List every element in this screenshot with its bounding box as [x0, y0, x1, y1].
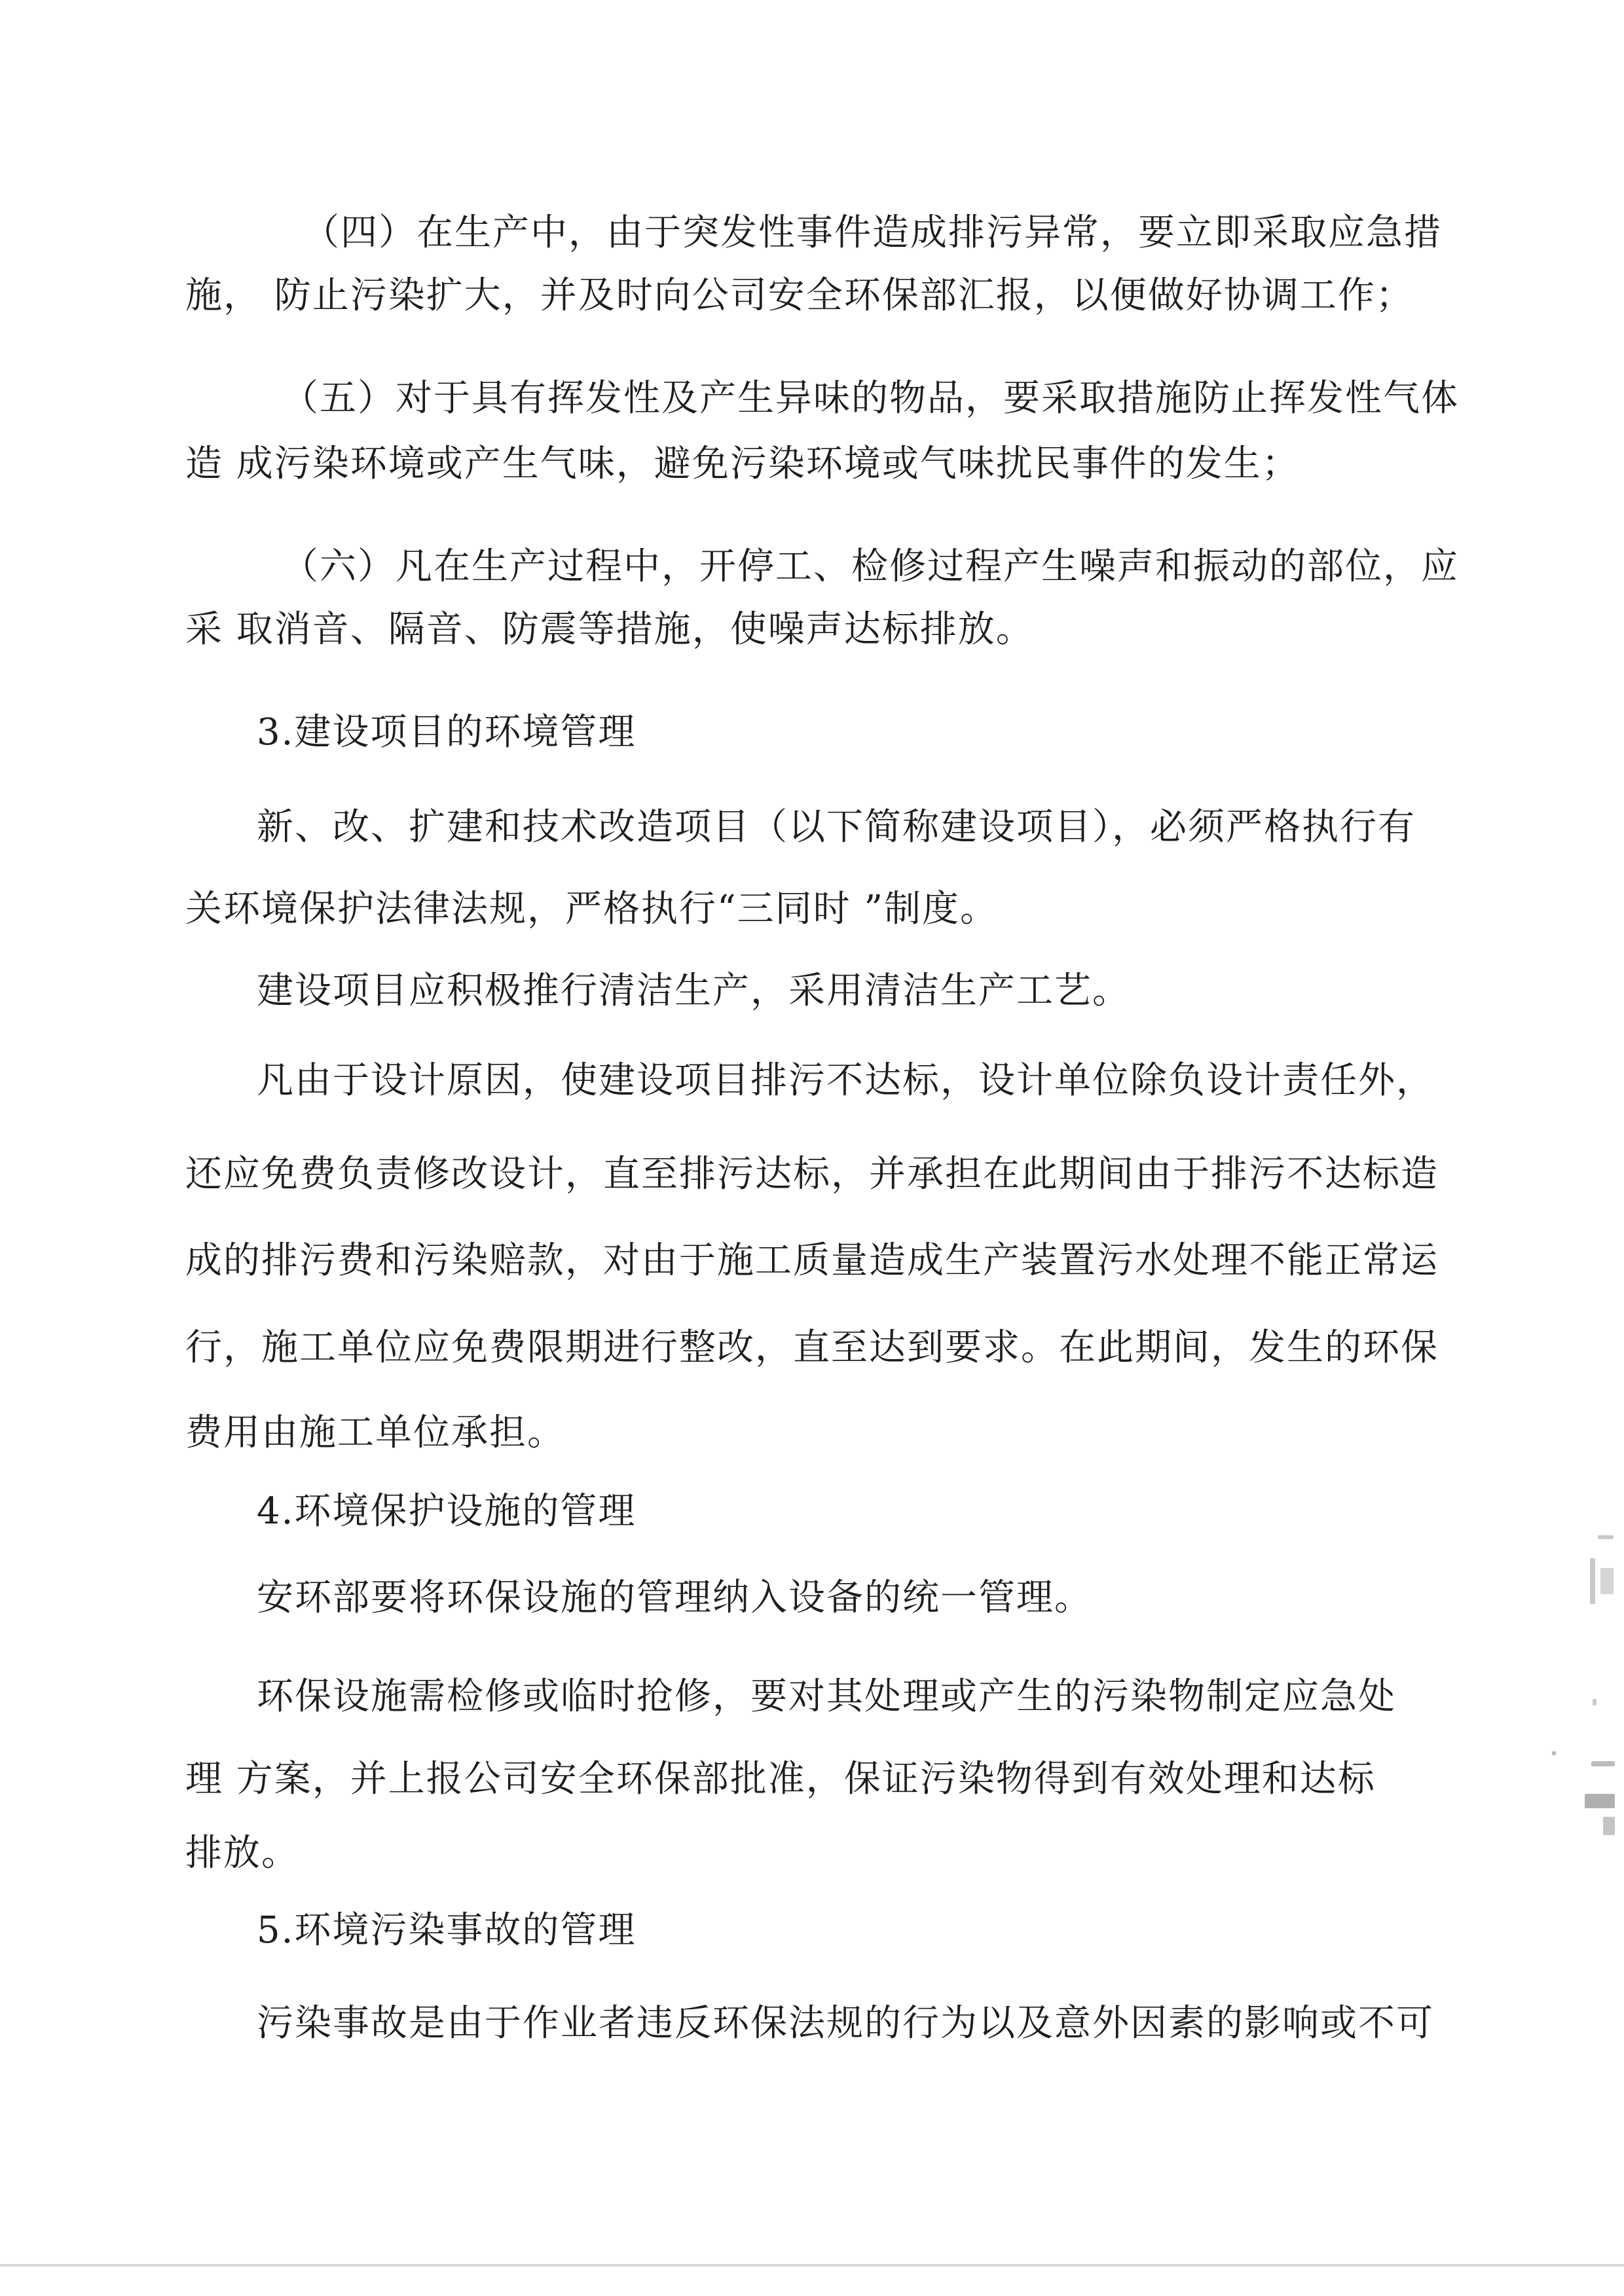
text-line-15: 费用由施工单位承担。: [185, 1412, 565, 1454]
scan-bottom-edge: [0, 2264, 1624, 2267]
text-line-20: 排放。: [185, 1832, 299, 1874]
text-line-4: 造 成污染环境或产生气味，避免污染环境或气味扰民事件的发生；: [185, 443, 1300, 485]
text-line-8: 新、改、扩建和技术改造项目（以下简称建设项目），必须严格执行有: [257, 806, 1416, 848]
text-line-11: 凡由于设计原因，使建设项目排污不达标，设计单位除负设计责任外，: [257, 1059, 1434, 1102]
text-line-2: 施， 防止污染扩大，并及时向公司安全环保部汇报，以便做好协调工作；: [185, 274, 1414, 317]
section-heading-5: 5.环境污染事故的管理: [257, 1909, 637, 1952]
text-line-9: 关环境保护法律法规，严格执行“三同时 ”制度。: [185, 888, 999, 930]
edge-mark-8: [1603, 1817, 1615, 1835]
text-line-10: 建设项目应积极推行清洁生产，采用清洁生产工艺。: [257, 970, 1130, 1012]
edge-mark-2: [1590, 1558, 1595, 1604]
text-line-13: 成的排污费和污染赔款，对由于施工质量造成生产装置污水处理不能正常运: [185, 1239, 1439, 1282]
text-line-19: 理 方案，并上报公司安全环保部批准，保证污染物得到有效处理和达标: [185, 1758, 1376, 1800]
edge-mark-5: [1552, 1751, 1556, 1755]
text-line-3: （五）对于具有挥发性及产生异味的物品，要采取措施防止挥发性气体: [282, 377, 1459, 420]
text-line-6: 采 取消音、隔音、防震等措施，使噪声达标排放。: [185, 608, 1034, 651]
text-line-18: 环保设施需检修或临时抢修，要对其处理或产生的污染物制定应急处: [257, 1675, 1396, 1718]
section-heading-3: 3.建设项目的环境管理: [257, 711, 637, 754]
section-heading-4: 4.环境保护设施的管理: [257, 1490, 637, 1533]
edge-mark-7: [1585, 1794, 1615, 1808]
text-line-5: （六）凡在生产过程中，开停工、检修过程产生噪声和振动的部位，应: [282, 545, 1459, 588]
edge-mark-4: [1593, 1699, 1596, 1705]
edge-mark-6: [1591, 1761, 1615, 1766]
text-line-22: 污染事故是由于作业者违反环保法规的行为以及意外因素的影响或不可: [257, 2002, 1434, 2045]
text-line-12: 还应免费负责修改设计，直至排污达标，并承担在此期间由于排污不达标造: [185, 1153, 1439, 1195]
text-line-1: （四）在生产中，由于突发性事件造成排污异常，要立即采取应急措: [303, 211, 1442, 254]
edge-mark-1: [1598, 1535, 1614, 1539]
text-line-14: 行，施工单位应免费限期进行整改，直至达到要求。在此期间，发生的环保: [185, 1326, 1439, 1369]
text-line-17: 安环部要将环保设施的管理纳入设备的统一管理。: [257, 1576, 1092, 1619]
edge-mark-3: [1600, 1568, 1614, 1594]
